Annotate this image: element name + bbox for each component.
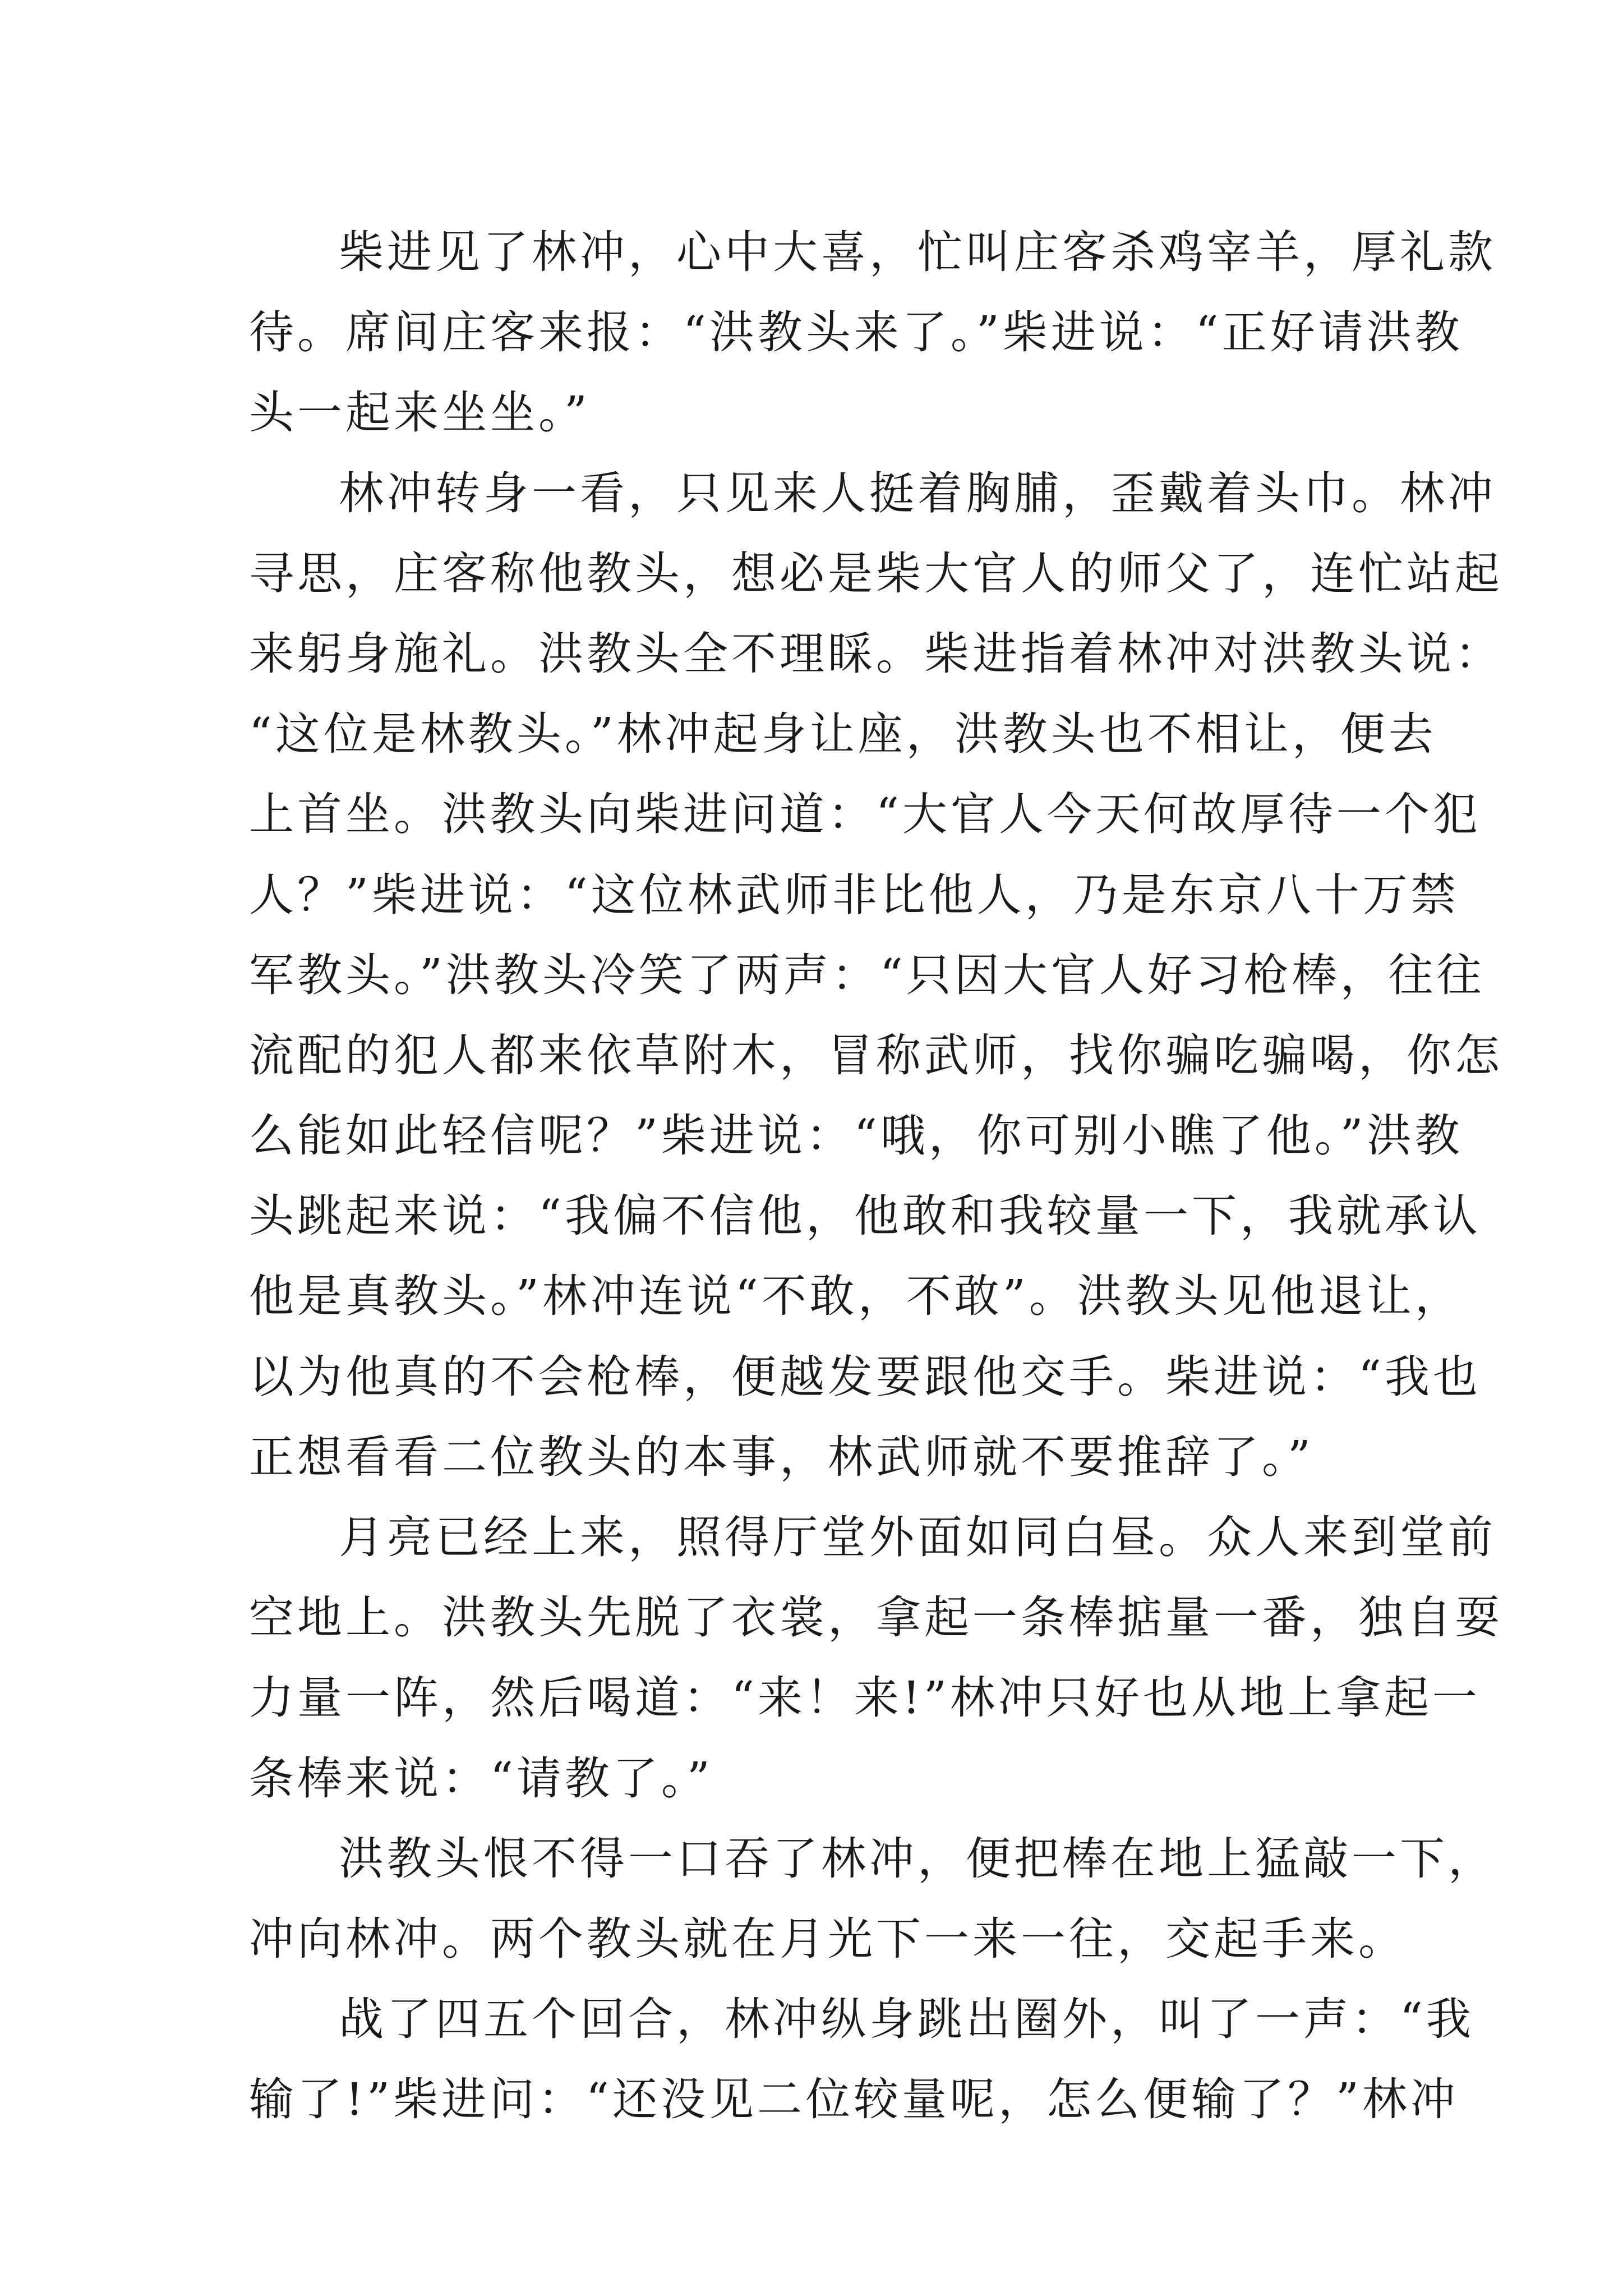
text-line: 流配的犯人都来依草附木，冒称武师，找你骗吃骗喝，你怎 xyxy=(249,1029,1503,1082)
text-line: 头跳起来说：“我偏不信他，他敢和我较量一下，我就承认 xyxy=(249,1190,1481,1243)
text-line: 么能如此轻信呢？”柴进说：“哦，你可别小瞧了他。”洪教 xyxy=(249,1110,1463,1162)
text-line: 来躬身施礼。洪教头全不理睬。柴进指着林冲对洪教头说： xyxy=(249,627,1503,680)
text-line: 正想看看二位教头的本事，林武师就不要推辞了。” xyxy=(249,1430,1314,1483)
text-line: 条棒来说：“请教了。” xyxy=(249,1752,713,1805)
text-line: 战了四五个回合，林冲纵身跳出圈外，叫了一声：“我 xyxy=(339,1993,1474,2046)
text-line: 力量一阵，然后喝道：“来！来!”林冲只好也从地上拿起一 xyxy=(249,1672,1481,1724)
text-line: 柴进见了林冲，心中大喜，忙叫庄客杀鸡宰羊，厚礼款 xyxy=(339,226,1496,278)
text-line: 输了!”柴进问：“还没见二位较量呢，怎么便输了？”林冲 xyxy=(249,2073,1459,2126)
text-line: “这位是林教头。”林冲起身让座，洪教头也不相让，便去 xyxy=(249,708,1437,761)
text-line: 他是真教头。”林冲连说“不敢，不敢”。洪教头见他退让， xyxy=(249,1270,1463,1323)
text-line: 人？”柴进说：“这位林武师非比他人，乃是东京八十万禁 xyxy=(249,868,1459,921)
text-line: 头一起来坐坐。” xyxy=(249,386,591,439)
text-line: 林冲转身一看，只见来人挺着胸脯，歪戴着头巾。林冲 xyxy=(339,467,1496,519)
text-line: 洪教头恨不得一口吞了林冲，便把棒在地上猛敲一下， xyxy=(339,1832,1496,1885)
text-line: 冲向林冲。两个教头就在月光下一来一往，交起手来。 xyxy=(249,1912,1407,1965)
text-line: 待。席间庄客来报：“洪教头来了。”柴进说：“正好请洪教 xyxy=(249,306,1463,359)
story-text xyxy=(249,212,1503,2140)
text-line: 寻思，庄客称他教头，想必是柴大官人的师父了，连忙站起 xyxy=(249,547,1503,600)
text-line: 以为他真的不会枪棒，便越发要跟他交手。柴进说：“我也 xyxy=(249,1350,1481,1403)
text-line: 空地上。洪教头先脱了衣裳，拿起一条棒掂量一番，独自耍 xyxy=(249,1591,1503,1644)
text-line: 上首坐。洪教头向柴进问道：“大官人今天何故厚待一个犯 xyxy=(249,788,1481,841)
text-line: 军教头。”洪教头冷笑了两声：“只因大官人好习枪棒，往往 xyxy=(249,949,1485,1001)
text-line: 月亮已经上来，照得厅堂外面如同白昼。众人来到堂前 xyxy=(339,1511,1496,1563)
